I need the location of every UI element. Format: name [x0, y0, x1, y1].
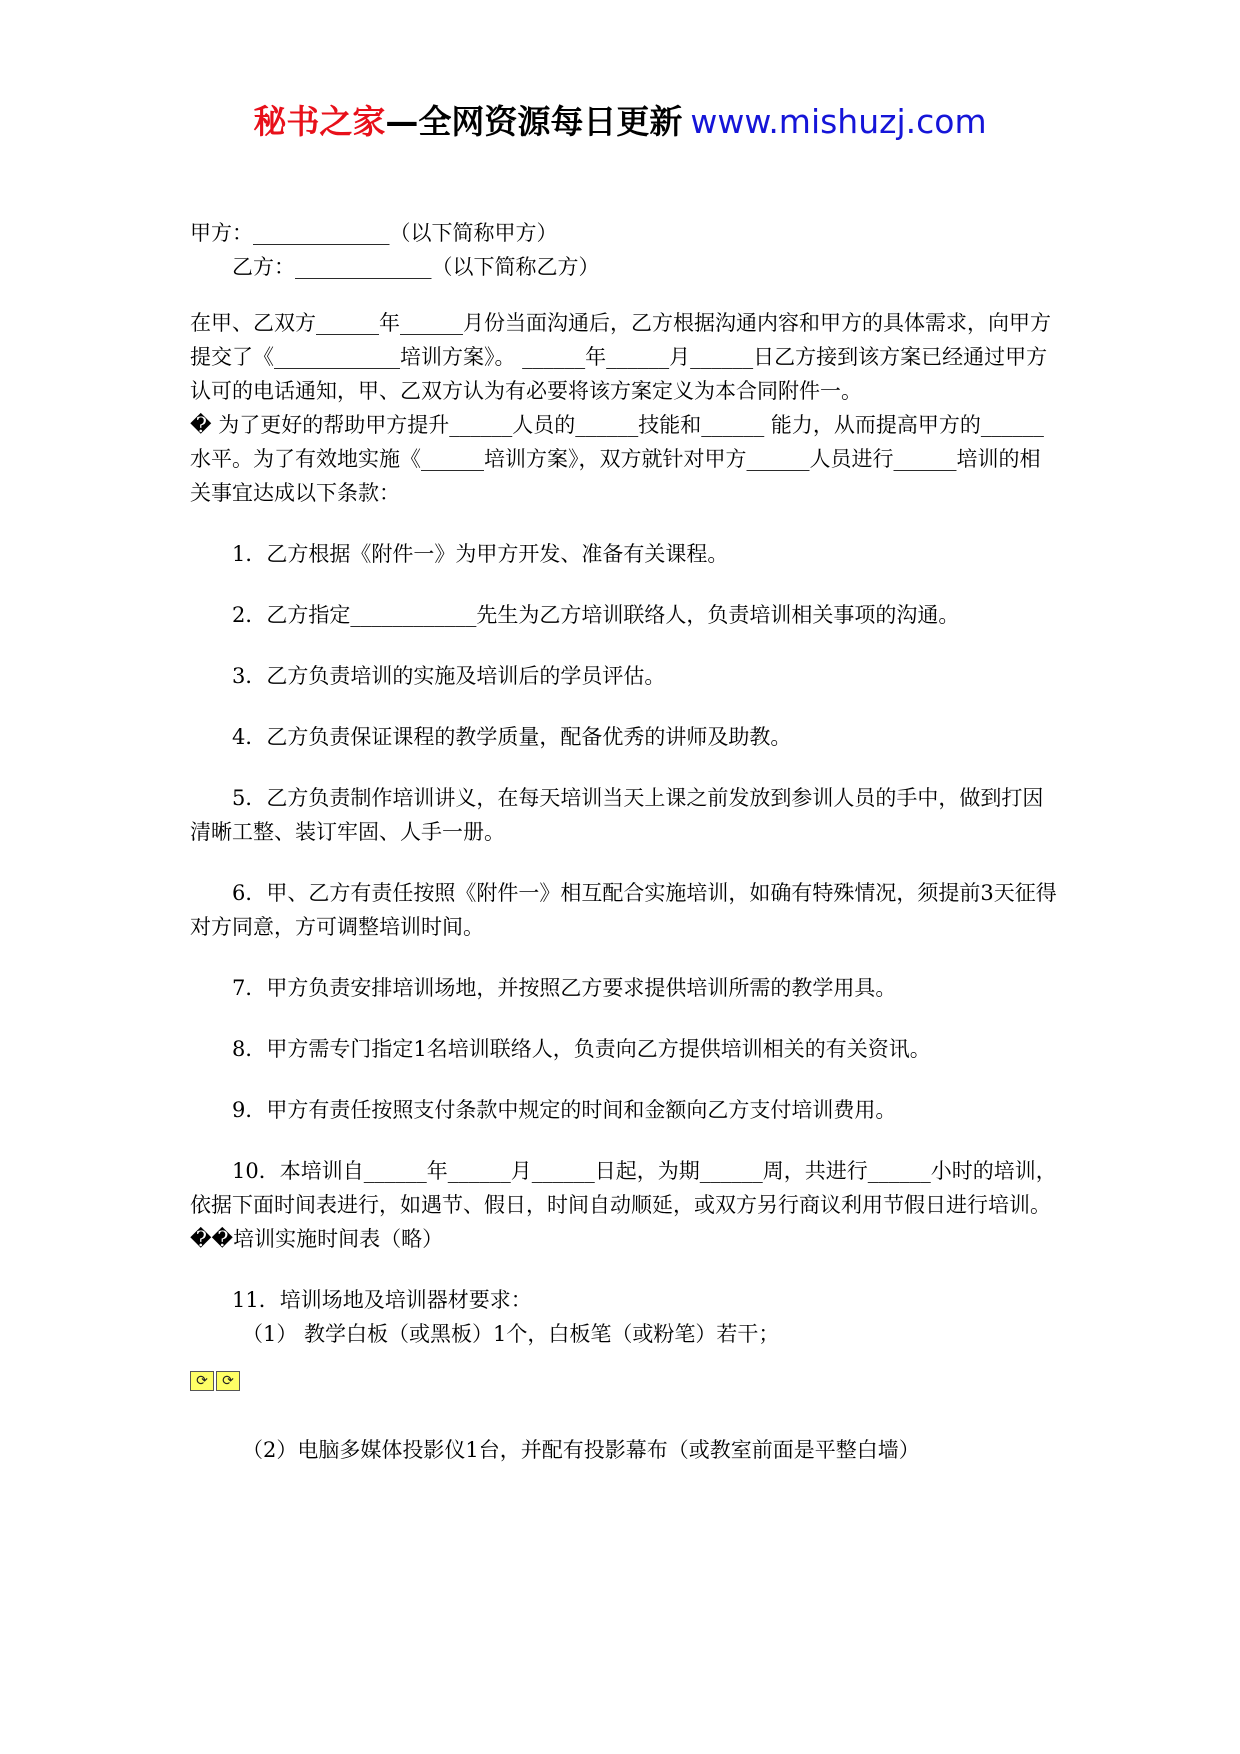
clause-4: 4．乙方负责保证课程的教学质量，配备优秀的讲师及助教。 — [232, 725, 792, 749]
placeholder-icon: ⟳ — [216, 1371, 240, 1391]
intro-paragraph: 在甲、乙双方______年______月份当面沟通后，乙方根据沟通内容和甲方的具体需求，向甲方提交了《____________培训方案》。 ______年______月______日乙方接到该方案已经通过甲方认可的电话通知，甲、乙双方认为有必要将该方案定义为本合同附件一。 — [190, 311, 1051, 403]
clause-3: 3．乙方负责培训的实施及培训后的学员评估。 — [232, 664, 666, 688]
clause-11: 11．培训场地及培训器材要求： — [232, 1288, 532, 1312]
site-url-link[interactable]: www.mishuzj.com — [690, 102, 987, 141]
site-header — [0, 100, 1240, 144]
clause-6: 6．甲、乙方有责任按照《附件一》相互配合实施培训，如确有特殊情况，须提前3天征得对方同意，方可调整培训时间。 — [190, 881, 1057, 939]
clause-10: 10．本培训自______年______月______日起，为期______周，共进行______小时的培训，依据下面时间表进行，如遇节、假日，时间自动顺延，或双方另行商议利用节假日进行培训。 — [190, 1159, 1057, 1217]
clause-2: 2．乙方指定____________先生为乙方培训联络人，负责培训相关事项的沟通。 — [232, 603, 960, 627]
requirement-1: （1） 教学白板（或黑板）1个，白板笔（或粉笔）若干； — [242, 1322, 780, 1346]
schedule-note: ��培训实施时间表（略） — [190, 1227, 444, 1251]
clause-7: 7．甲方负责安排培训场地，并按照乙方要求提供培训所需的教学用具。 — [232, 976, 897, 1000]
clause-1: 1．乙方根据《附件一》为甲方开发、准备有关课程。 — [232, 542, 729, 566]
placeholder-icon: ⟳ — [190, 1371, 214, 1391]
brand-name: 秘书之家 — [253, 102, 386, 141]
header-slogan: —全网资源每日更新 — [385, 102, 683, 141]
party-b-line: 乙方：_____________（以下简称乙方） — [232, 255, 600, 279]
clause-5: 5．乙方负责制作培训讲义，在每天培训当天上课之前发放到参训人员的手中，做到打因清晰工整、装订牢固、人手一册。 — [190, 786, 1044, 844]
requirement-2: （2）电脑多媒体投影仪1台，并配有投影幕布（或教室前面是平整白墙） — [242, 1438, 920, 1462]
contract-body — [190, 216, 1058, 1467]
embedded-object-icons — [190, 1371, 1058, 1393]
clause-9: 9．甲方有责任按照支付条款中规定的时间和金额向乙方支付培训费用。 — [232, 1098, 897, 1122]
purpose-paragraph: � 为了更好的帮助甲方提升______人员的______技能和______ 能力，从而提高甲方的______水平。为了有效地实施《______培训方案》，双方就针对甲方______人员进行______培训的相关事宜达成以下条款： — [190, 413, 1044, 505]
party-a-line: 甲方：_____________（以下简称甲方） — [190, 221, 558, 245]
clause-8: 8．甲方需专门指定1名培训联络人，负责向乙方提供培训相关的有关资讯。 — [232, 1037, 931, 1061]
